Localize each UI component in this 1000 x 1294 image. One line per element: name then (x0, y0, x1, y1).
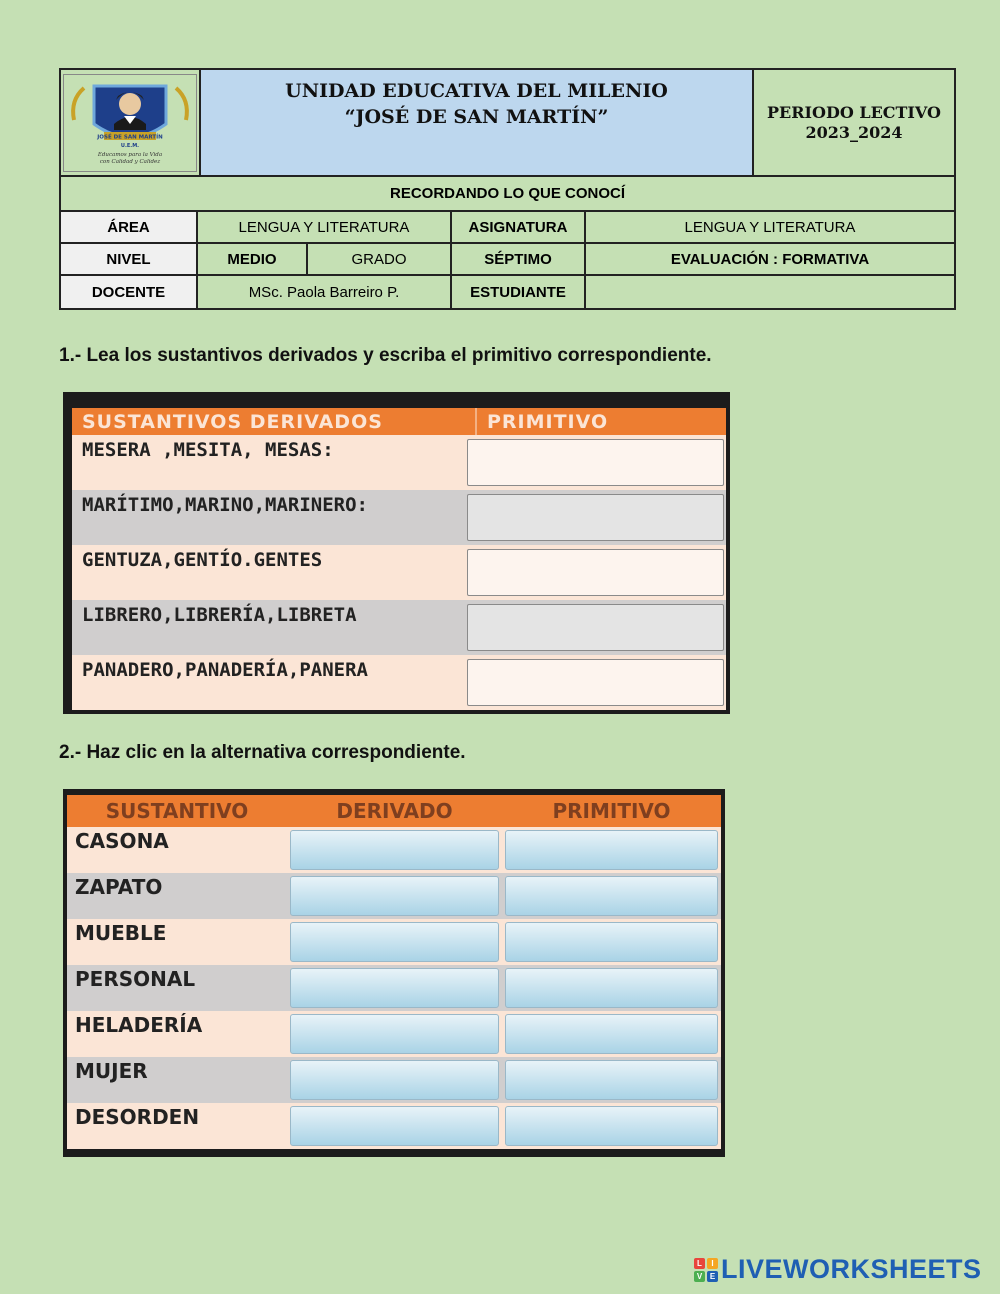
logo-motto-line2: con Calidad y Calidez (99, 158, 161, 165)
primitivo-option[interactable] (505, 922, 718, 962)
exercise2-col-derivado: DERIVADO (336, 799, 453, 823)
exercise2-row-label: ZAPATO (75, 875, 163, 899)
school-logo (63, 74, 197, 172)
header-table (59, 68, 956, 310)
header-info-grid (61, 212, 954, 308)
exercise1-row-label: GENTUZA,GENTÍO.GENTES (82, 549, 323, 571)
exercise1-header (72, 408, 726, 435)
primitivo-option[interactable] (505, 968, 718, 1008)
header-subtitle: RECORDANDO LO QUE CONOCÍ (61, 177, 954, 212)
estudiante-input[interactable] (586, 276, 954, 308)
primitivo-input[interactable] (467, 604, 724, 651)
derivado-option[interactable] (290, 968, 499, 1008)
exercise1-row-label: LIBRERO,LIBRERÍA,LIBRETA (82, 604, 357, 626)
exercise2-col-primitivo: PRIMITIVO (552, 799, 671, 823)
exercise2-row (67, 873, 721, 919)
logo-motto-line1: Educamos para la Vida (97, 151, 163, 158)
exercise2-header (67, 795, 721, 827)
exercise2-row (67, 965, 721, 1011)
primitivo-input[interactable] (467, 549, 724, 596)
primitivo-option[interactable] (505, 876, 718, 916)
primitivo-option[interactable] (505, 1014, 718, 1054)
exercise1-col-derivados: SUSTANTIVOS DERIVADOS (72, 408, 477, 435)
docente-label: DOCENTE (61, 276, 198, 308)
asignatura-label: ASIGNATURA (452, 212, 586, 244)
periodo-value: 2023_2024 (805, 122, 903, 142)
primitivo-input[interactable] (467, 439, 724, 486)
derivado-option[interactable] (290, 1014, 499, 1054)
area-label: ÁREA (61, 212, 198, 244)
derivado-option[interactable] (290, 1106, 499, 1146)
exercise2-row-label: MUJER (75, 1059, 148, 1083)
derivado-option[interactable] (290, 922, 499, 962)
exercise2-row (67, 1057, 721, 1103)
logo-initials: U.E.M. (120, 142, 140, 149)
grado-label: GRADO (308, 244, 452, 276)
exercise2-table (63, 789, 725, 1157)
exercise2-row-label: CASONA (75, 829, 169, 853)
exercise2-row (67, 1011, 721, 1057)
primitivo-option[interactable] (505, 1106, 718, 1146)
exercise1-row (72, 490, 726, 545)
docente-value: MSc. Paola Barreiro P. (198, 276, 452, 308)
exercise1-row (72, 545, 726, 600)
primitivo-option[interactable] (505, 1060, 718, 1100)
liveworksheets-logo[interactable] (694, 1254, 982, 1285)
exercise1-col-primitivo: PRIMITIVO (487, 410, 609, 433)
liveworksheets-icon: L I V E (694, 1258, 718, 1282)
exercise2-row-label: MUEBLE (75, 921, 167, 945)
exercise2-row (67, 1103, 721, 1149)
exercise2-row-label: PERSONAL (75, 967, 196, 991)
exercise2-row (67, 919, 721, 965)
nivel-value: MEDIO (198, 244, 308, 276)
school-name-line2: “JOSÉ DE SAN MARTÍN” (344, 106, 609, 128)
logo-banner: JOSÉ DE SAN MARTÍN (97, 134, 163, 140)
exercise2-row-label: DESORDEN (75, 1105, 200, 1129)
periodo-label: PERIODO LECTIVO (767, 102, 941, 122)
exercise1-row (72, 435, 726, 490)
exercise1-row (72, 655, 726, 710)
exercise1-instruction: 1.- Lea los sustantivos derivados y escriba el primitivo correspondiente. (59, 345, 712, 366)
school-name-cell (201, 70, 754, 175)
estudiante-label: ESTUDIANTE (452, 276, 586, 308)
school-name-line1: UNIDAD EDUCATIVA DEL MILENIO (285, 80, 668, 102)
evaluacion-value: EVALUACIÓN : FORMATIVA (586, 244, 954, 276)
exercise2-col-sustantivo: SUSTANTIVO (105, 799, 249, 823)
exercise1-row (72, 600, 726, 655)
nivel-label: NIVEL (61, 244, 198, 276)
derivado-option[interactable] (290, 830, 499, 870)
exercise1-row-label: MARÍTIMO,MARINO,MARINERO: (82, 494, 368, 516)
primitivo-option[interactable] (505, 830, 718, 870)
exercise2-row-label: HELADERÍA (75, 1013, 203, 1037)
derivado-option[interactable] (290, 1060, 499, 1100)
header-top-row (61, 70, 954, 177)
school-crest-icon (66, 80, 194, 152)
exercise2-row (67, 827, 721, 873)
exercise1-row-label: PANADERO,PANADERÍA,PANERA (82, 659, 368, 681)
logo-cell (61, 70, 201, 175)
primitivo-input[interactable] (467, 659, 724, 706)
logo-motto (75, 152, 185, 166)
area-value: LENGUA Y LITERATURA (198, 212, 452, 244)
grado-value: SÉPTIMO (452, 244, 586, 276)
liveworksheets-wordmark: LIVEWORKSHEETS (721, 1254, 982, 1284)
asignatura-value: LENGUA Y LITERATURA (586, 212, 954, 244)
derivado-option[interactable] (290, 876, 499, 916)
exercise2-instruction: 2.- Haz clic en la alternativa correspondiente. (59, 742, 466, 763)
periodo-cell (754, 70, 954, 175)
exercise1-row-label: MESERA ,MESITA, MESAS: (82, 439, 334, 461)
exercise1-table (63, 392, 730, 714)
primitivo-input[interactable] (467, 494, 724, 541)
